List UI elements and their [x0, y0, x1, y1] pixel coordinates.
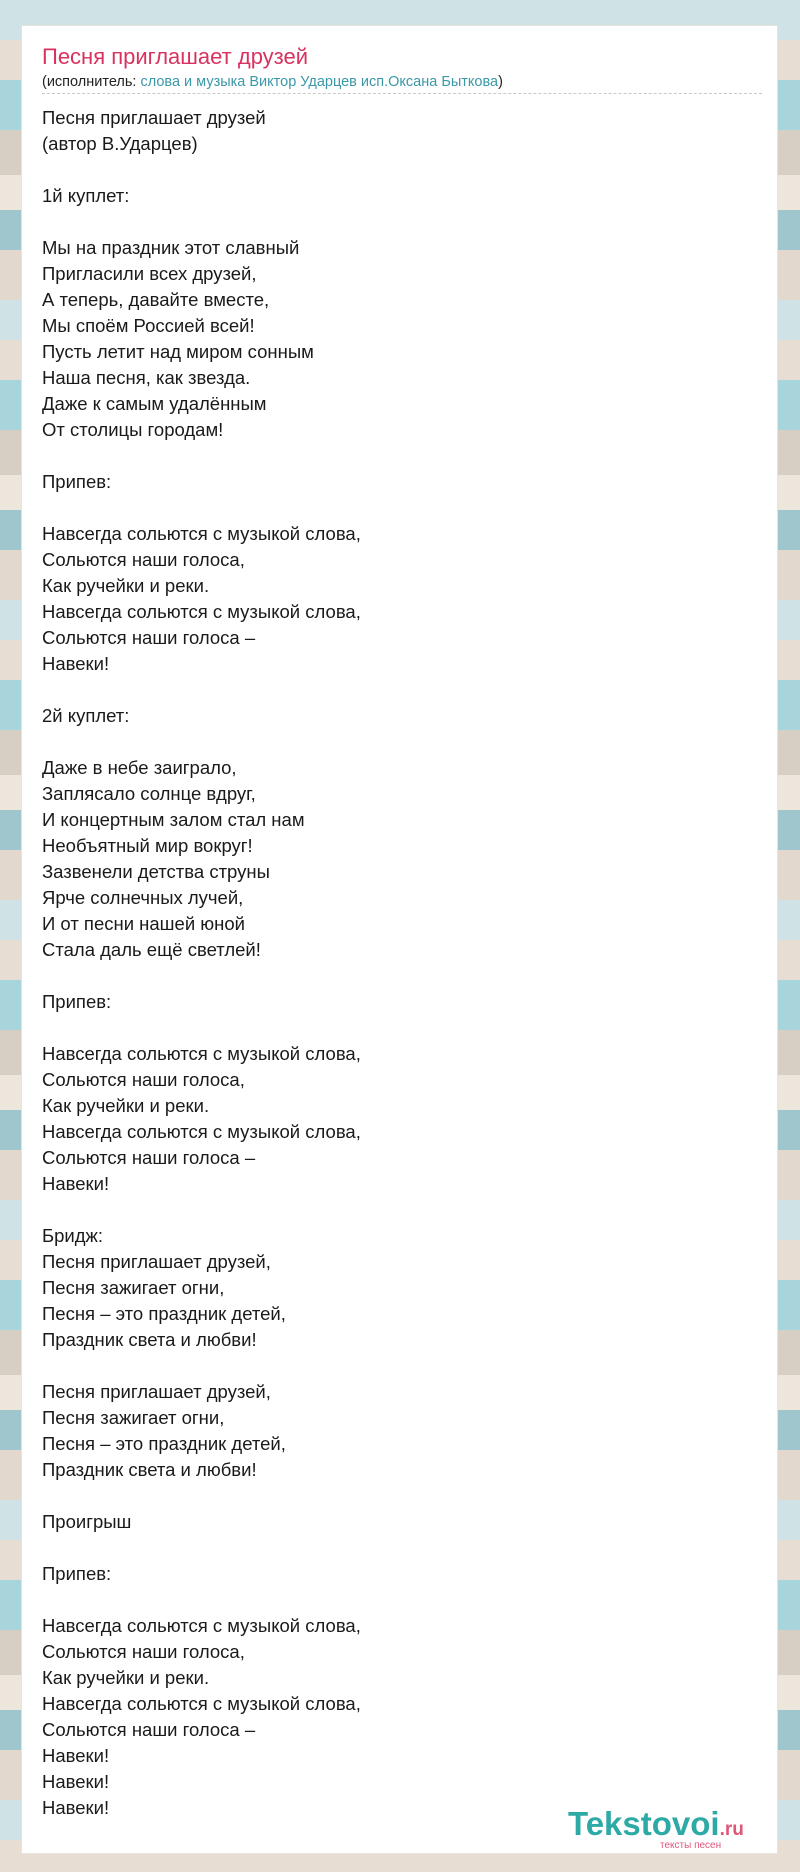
dashed-divider: [42, 93, 762, 94]
site-logo[interactable]: [568, 1806, 773, 1850]
performer-close: ): [498, 74, 503, 90]
song-title: Песня приглашает друзей: [42, 44, 309, 69]
performer-label: (исполнитель:: [42, 74, 141, 90]
lyrics-text: Песня приглашает друзей (автор В.Ударцев) 1й куплет: Мы на праздник этот славный Пригласили всех друзей, А теперь, давайте вместе, Мы споём Россией всей! Пусть летит над миром сонным Наша песня, как звезда. Даже к самым удалённым От столицы городам! Припев: Навсегда сольются с музыкой слова, Сольются наши голоса, Как ручейки и реки. Навсегда сольются с музыкой слова, Сольются наши голоса – Навеки! 2й куплет: Даже в небе заиграло, Заплясало солнце вдруг, И концертным залом стал нам Необъятный мир вокруг! Зазвенели детства струны Ярче солнечных лучей, И от песни нашей юной Стала даль ещё светлей! Припев: Навсегда сольются с музыкой слова, Сольются наши голоса, Как ручейки и реки. Навсегда сольются с музыкой слова, Сольются наши голоса – Навеки! Бридж: Песня приглашает друзей, Песня зажигает огни, Песня – это праздник детей, Праздник света и любви! Песня приглашает друзей, Песня зажигает огни, Песня – это праздник детей, Праздник света и любви! Проигрыш Припев: Навсегда сольются с музыкой слова, Сольются наши голоса, Как ручейки и реки. Навсегда сольются с музыкой слова, Сольются наши голоса – Навеки! Навеки! Навеки!: [42, 107, 361, 1818]
artist-link[interactable]: слова и музыка Виктор Ударцев исп.Оксана Быткова: [140, 74, 499, 90]
performer-line: [42, 73, 503, 91]
logo-tld: .ru: [719, 1819, 744, 1840]
logo-tagline: тексты песен: [660, 1840, 722, 1851]
logo-name: Tekstovoi: [568, 1805, 720, 1842]
